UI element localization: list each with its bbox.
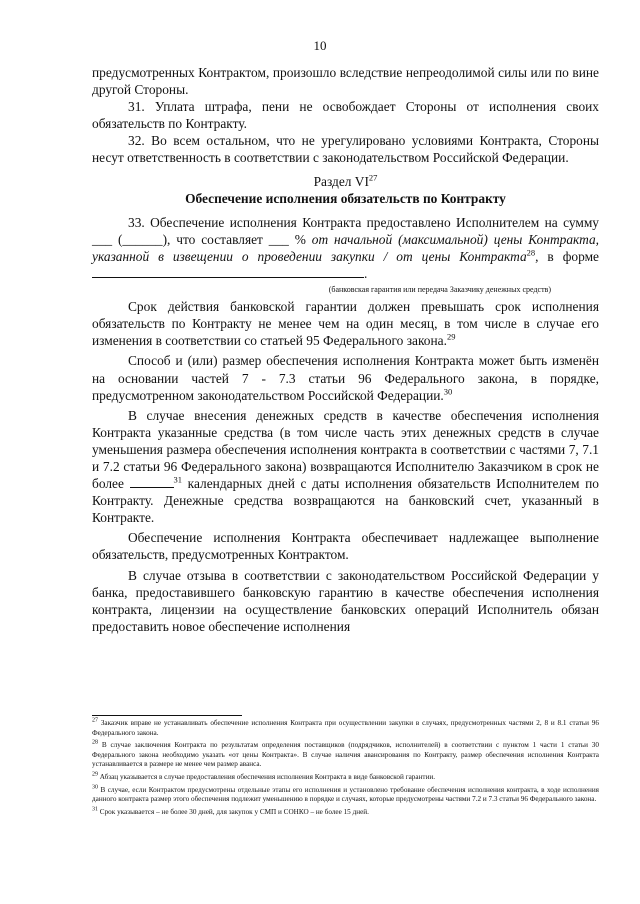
paragraph-33-form: , в форме [535,248,599,264]
footnote-text: В случае, если Контрактом предусмотрены отдельные этапы его исполнения и установлено требование обеспечения исполнения контракта, в ходе исполнения данного контракта размер этого обеспечения подлежит уменьшению в порядке и случаях, которые предусмотрены частями 7.2 и 7.3 статьи 96 Федерального закона. [92,785,599,804]
footnote-30 [92,786,599,805]
footnote-ref-30: 30 [443,386,453,397]
footnote-ref-29: 29 [446,331,456,342]
footnote-text: В случае заключения Контракта по результатам определения поставщиков (подрядчиков, исполнителей) в соответствии с пунктом 1 части 1 статьи 30 Федерального закона необходимо указать «от цены Контракта». В случае наличия авансирования по Контракту, размер обеспечения исполнения Контракта устанавливается в размере не менее чем размер аванса. [92,741,599,769]
footnote-number: 30 [92,784,98,791]
footnote-31 [92,808,599,818]
footnote-number: 31 [92,806,98,813]
paragraph-31: 31. Уплата штрафа, пени не освобождает Стороны от исполнения своих обязательств по Контракту. [92,99,599,132]
guarantee-text: Срок действия банковской гарантии должен превышать срок исполнения обязательств по Контракту не менее чем на один месяц, в том числе в случае его изменения в соответствии со статьей 95 Федерального закона. [92,299,599,349]
paragraph-32: 32. Во всем остальном, что не урегулировано условиями Контракта, Стороны несут ответственность в соответствии с законодательством Российской Федерации. [92,133,599,166]
form-blank-line [92,266,364,278]
money-text-end: календарных дней с даты исполнения обязательств Исполнителем по Контракту. Денежные средства возвращаются на банковский счет, указанный в Контракте. [92,476,599,526]
footnote-ref-31: 31 [173,474,183,485]
footnote-27 [92,719,599,738]
footnote-28 [92,741,599,770]
days-blank-line [130,476,174,488]
footnote-separator [92,715,242,716]
document-body [92,64,599,635]
footnote-number: 28 [92,739,98,746]
section-label-text: Раздел VI [313,173,369,189]
footnote-number: 29 [92,771,98,778]
paragraph-money [92,407,599,527]
paragraph-continuation: предусмотренных Контрактом, произошло вследствие непреодолимой силы или по вине другой Стороны. [92,65,599,98]
footnote-text: Абзац указывается в случае предоставления обеспечения исполнения Контракта в виде банковской гарантии. [99,772,436,781]
section-heading: Обеспечение исполнения обязательств по Контракту [185,190,506,206]
paragraph-guarantee [92,298,599,349]
section-label [92,173,599,190]
footnote-text: Срок указывается – не более 30 дней, для закупок у СМП и СОНКО – не более 15 дней. [99,807,369,816]
paragraph-revoke: В случае отзыва в соответствии с законодательством Российской Федерации у банка, предоставившего банковскую гарантию в качестве обеспечения исполнения контракта, лицензии на осуществление банковских операций Исполнитель обязан предоставить новое обеспечение исполнения [92,567,599,634]
footnote-29 [92,773,599,783]
change-text: Способ и (или) размер обеспечения исполнения Контракта может быть изменён на основании частей 7 - 7.3 статьи 96 Федерального закона, в порядке, предусмотренном законодательством Российской Федерации. [92,353,599,403]
footnote-ref-28: 28 [526,247,536,258]
paragraph-33-italic: от начальной (максимальной) цены Контракта, указанной в извещении о проведении закупки / от цены Контракта [92,231,599,264]
footnote-ref-27: 27 [368,172,378,183]
page-number: 10 [313,38,327,53]
money-text: В случае внесения денежных средств в качестве обеспечения исполнения Контракта указанные средства (в том числе часть этих денежных средств в случае уменьшения размера обеспечения исполнения контракта в соответствии с частями 7, 7.1 и 7.2 статьи 96 Федерального закона) возвращаются Исполнителю Заказчиком в срок не более [92,407,599,492]
paragraph-33-text: 33. Обеспечение исполнения Контракта предоставлено Исполнителем на сумму ___ (______), что составляет ___ % [92,214,599,247]
footnote-text: Заказчик вправе не устанавливать обеспечение исполнения Контракта при осуществлении закупки в случаях, предусмотренных частями 2, 8 и 8.1 статьи 96 Федерального закона. [92,719,599,737]
paragraph-33 [92,214,599,282]
footnotes [92,719,599,820]
paragraph-33-end: . [364,266,368,282]
paragraph-change [92,352,599,403]
paragraph-secure: Обеспечение исполнения Контракта обеспечивает надлежащее выполнение обязательств, предусмотренных Контрактом. [92,530,599,563]
form-caption: (банковская гарантия или передача Заказчику денежных средств) [328,285,551,295]
footnote-number: 27 [92,717,98,724]
